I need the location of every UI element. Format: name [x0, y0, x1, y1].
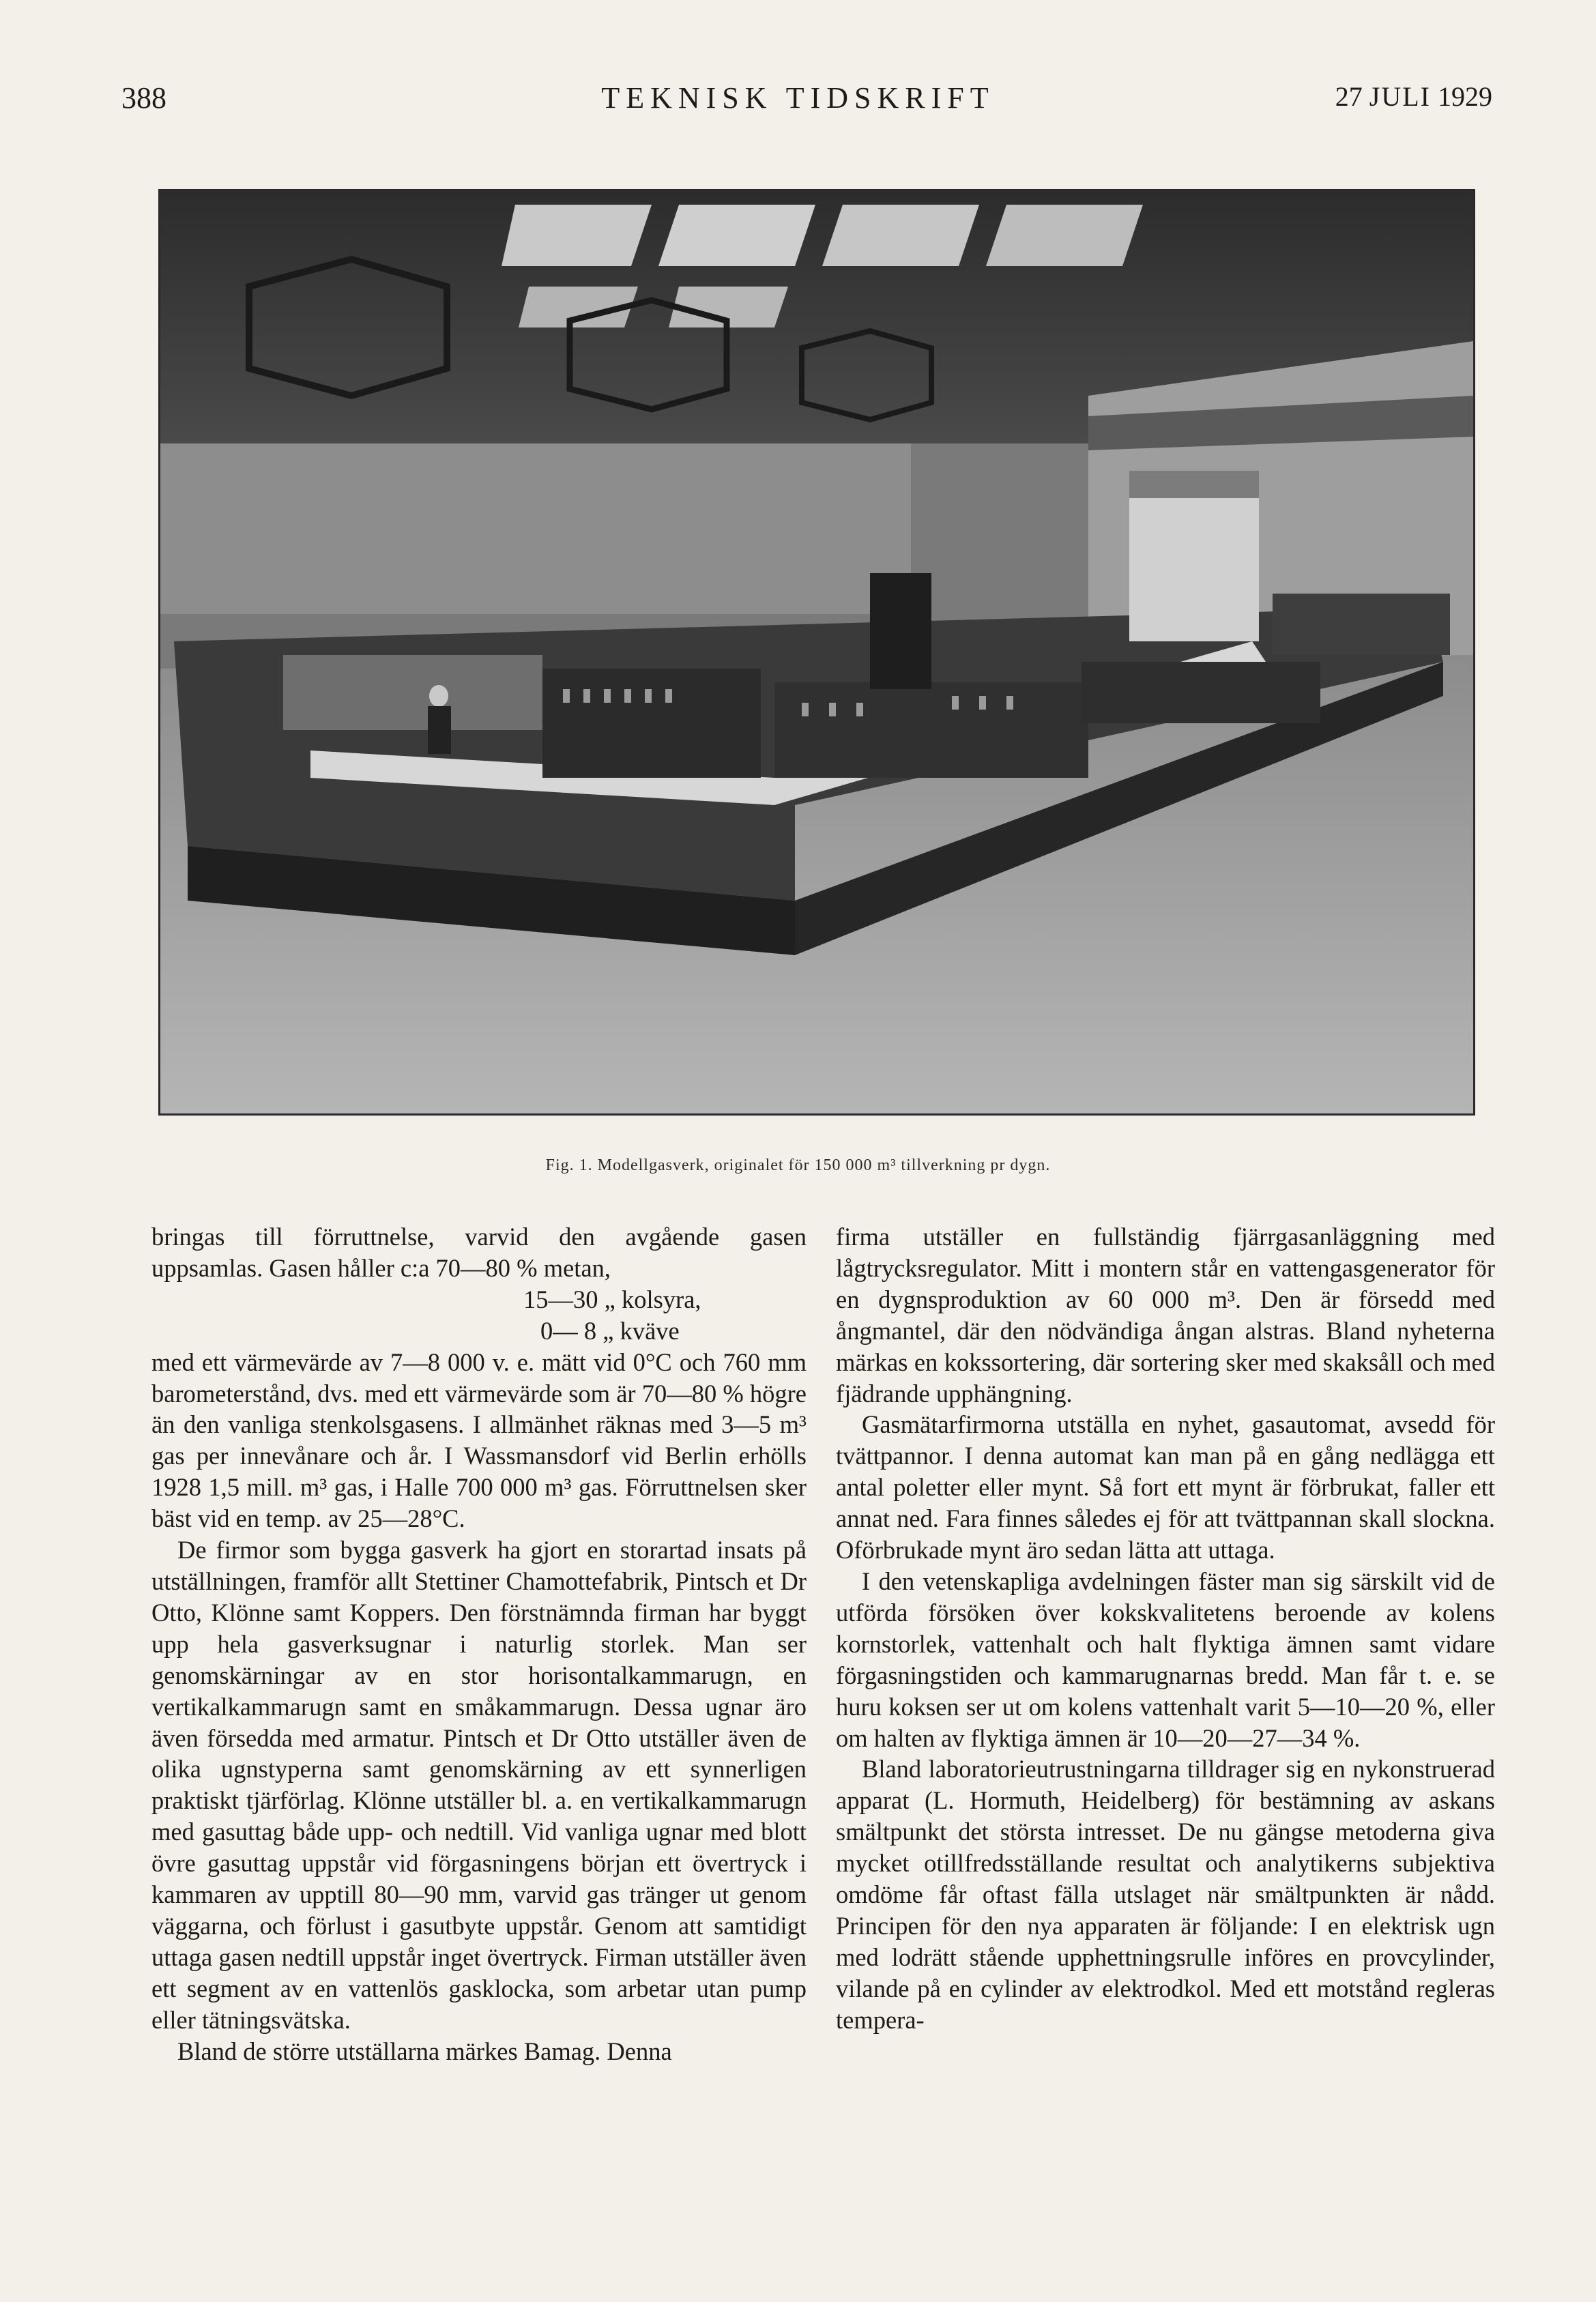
figure-caption: Fig. 1. Modellgasverk, originalet för 150 000 m³ tillverkning pr dygn. [545, 1156, 1051, 1174]
page-header [0, 81, 1596, 128]
paragraph: Bland de större utställarna märkes Bamag. Denna [177, 2037, 672, 2065]
text-line: bringas till förruttnelse, varvid den avgående gasen [151, 1223, 807, 1251]
paragraph: I den vetenskapliga avdelningen fäster man sig särskilt vid de utförda försöken över kokskvalitetens beroende av kolens kornstorlek, vattenhalt och halt flyktiga ämnen samt vidare förgasningstiden och kammarugnarnas bredd. Man får t. e. se huru koksen ser ut om kolens vattenhalt varit 5—10—20 %, eller om halten av flyktiga ämnen är 10—20—27—34 %. [836, 1567, 1495, 1752]
text-line: uppsamlas. Gasen håller c:a 70—80 % metan, [151, 1253, 611, 1282]
gas-composition-line: 0— 8 „ kväve [540, 1316, 680, 1345]
left-column [151, 1221, 807, 2067]
page-number: 388 [121, 81, 166, 115]
gas-composition-line: 15—30 „ kolsyra, [523, 1285, 701, 1313]
date-day: 27 [1335, 81, 1363, 112]
date-month: JULI [1369, 81, 1431, 112]
paragraph: med ett värmevärde av 7—8 000 v. e. mätt vid 0°C och 760 mm barometerstånd, dvs. med ett värmevärde som är 70—80 % högre än den vanliga stenkolsgasens. I allmänhet räknas med 3—5 m³ gas per innevånare och år. I Wassmansdorf vid Berlin erhölls 1928 1,5 mill. m³ gas, i Halle 700 000 m³ gas. Förruttnelsen sker bäst vid en temp. av 25—28°C. [151, 1347, 807, 1533]
paragraph: Bland laboratorieutrustningarna tilldrager sig en nykonstruerad apparat (L. Hormuth, Heidelberg) för bestämning av askans smältpunkt det största intresset. De nu gängse metoderna giva mycket otillfredsställande resultat och analytikerns subjektiva omdöme får oftast fälla utslaget när smältpunkten är nådd. Principen för den nya apparaten är följande: I en elektrisk ugn med lodrätt stående upphettningsrulle införes en provcylinder, vilande på en cylinder av elektrodkol. Med ett motstånd regleras tempera- [836, 1755, 1495, 2034]
date-year: 1929 [1438, 81, 1492, 112]
paragraph: firma utställer en fullständig fjärrgasanläggning med lågtrycksregulator. Mitt i montern står en vattengasgenerator för en dygnsproduktion av 60 000 m³. Den är försedd med ångmantel, där den nödvändiga ångan alstras. Bland nyheterna märkas en kokssortering, där sortering sker med skaksåll och med fjädrande upphängning. [836, 1223, 1495, 1408]
paragraph: Gasmätarfirmorna utställa en nyhet, gasautomat, avsedd för tvättpannor. I denna automat kan man på en gång nedlägga ett antal poletter eller mynt. Så fort ett mynt är förbrukat, faller ett annat ned. Fara finnes således ej för att tvättpannan skall slockna. Oförbrukade mynt äro sedan lätta att uttaga. [836, 1410, 1495, 1564]
paragraph: De firmor som bygga gasverk ha gjort en storartad insats på utställningen, framför allt Stettiner Chamottefabrik, Pintsch et Dr Otto, Klönne samt Koppers. Den förstnämnda firman har byggt upp hela gasverksugnar i naturlig storlek. Man ser genomskärningar av en stor horisontalkammarugn, en vertikalkammarugn samt en småkammarugn. Dessa ugnar äro även försedda med armatur. Pintsch et Dr Otto utställer även de olika ugnstyperna samt genomskärning av ett synnerligen praktiskt tjärförlag. Klönne utställer bl. a. en vertikalkammarugn med gasuttag både upp- och nedtill. Vid vanliga ugnar med blott övre gasuttag uppstår vid förgasningens början ett övertryck i kammaren av upptill 80—90 mm, varvid gas tränger ut genom väggarna, och förlust i gasutbyte uppstår. Genom att samtidigt uttaga gasen nedtill uppstår inget övertryck. Firman utställer även ett segment av en vattenlös gasklocka, som arbetar utan pump eller tätningsvätska. [151, 1536, 807, 2034]
figure-photo [158, 189, 1475, 1116]
right-column [836, 1221, 1495, 2036]
issue-date [1335, 81, 1492, 113]
journal-title: TEKNISK TIDSKRIFT [601, 81, 995, 115]
